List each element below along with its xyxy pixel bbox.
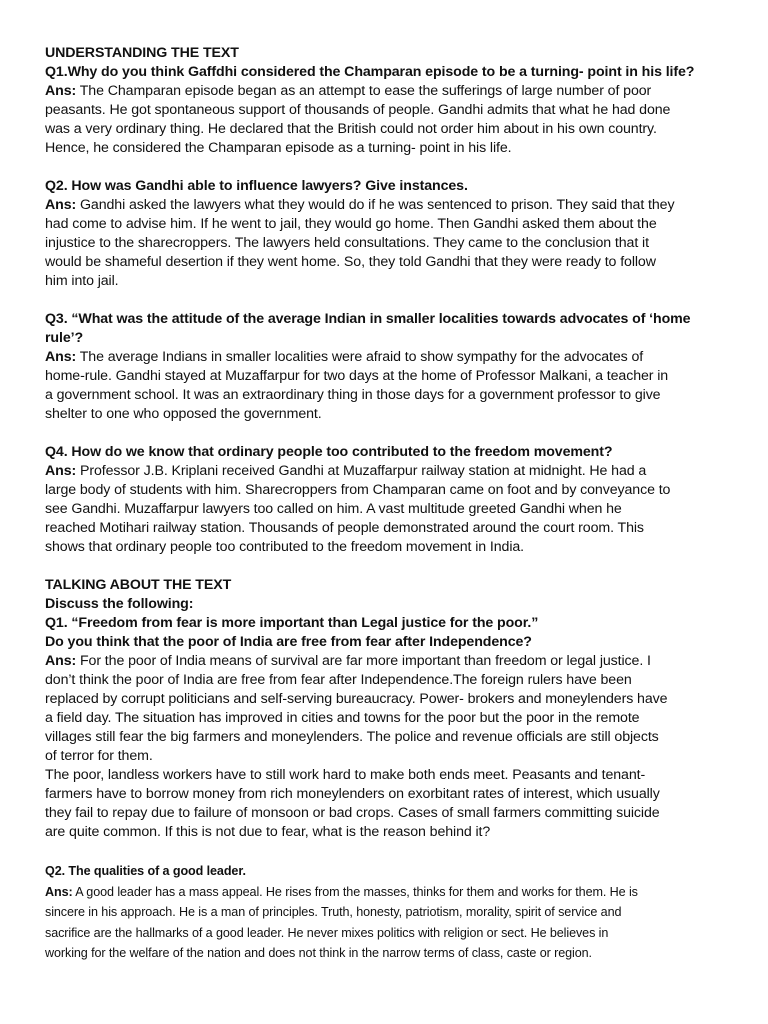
answer-line: home-rule. Gandhi stayed at Muzaffarpur for two days at the home of Professor Malkani, a teacher in (45, 368, 669, 384)
answer-line: a government school. It was an extraordinary thing in those days for a government professor to give (45, 387, 661, 403)
question-q4: Q4. How do we know that ordinary people too contributed to the freedom movement? (45, 444, 613, 460)
answer-line: had come to advise him. If he went to jail, they would go home. Then Gandhi asked them about the (45, 216, 657, 232)
question-q1: Q1.Why do you think Gaffdhi considered the Champaran episode to be a turning- point in his life? (45, 64, 695, 80)
answer-line: injustice to the sharecroppers. The lawyers held consultations. They came to the conclusion that it (45, 235, 649, 251)
answer-text: Professor J.B. Kriplani received Gandhi at Muzaffarpur railway station at midnight. He had a (76, 463, 647, 479)
answer-line (45, 882, 725, 903)
answer-line: replaced by corrupt politicians and self-serving bureaucracy. Power- brokers and moneylenders have (45, 691, 668, 707)
answer-line: was a very ordinary thing. He declared that the British could not order him about in his own country. (45, 121, 657, 137)
answer-line: a field day. The situation has improved in cities and towns for the poor but the poor in the remote (45, 710, 640, 726)
answer-line: shows that ordinary people too contributed to the freedom movement in India. (45, 539, 525, 555)
talking-q2-block (45, 861, 725, 964)
answer-label: Ans: (45, 463, 77, 479)
answer-label: Ans: (45, 884, 73, 899)
answer-line: sincere in his approach. He is a man of principles. Truth, honesty, patriotism, morality, spirit of service and (45, 905, 622, 919)
answer-label: Ans: (45, 197, 77, 213)
answer-text: For the poor of India means of survival are far more important than freedom or legal justice. I (76, 653, 651, 669)
answer-text: A good leader has a mass appeal. He rises from the masses, thinks for them and works for them. He is (72, 884, 638, 899)
answer-line: peasants. He got spontaneous support of thousands of people. Gandhi admits that what he had done (45, 102, 671, 118)
discuss-label: Discuss the following: (45, 596, 194, 612)
answer-line: of terror for them. (45, 748, 153, 764)
answer-line: farmers have to borrow money from rich moneylenders on exorbitant rates of interest, which usually (45, 786, 660, 802)
talking-question-q1: Q1. “Freedom from fear is more important than Legal justice for the poor.” (45, 615, 539, 631)
section-heading-understanding: UNDERSTANDING THE TEXT (45, 45, 239, 61)
answer-line: don’t think the poor of India are free from fear after Independence.The foreign rulers have been (45, 672, 632, 688)
answer-line (45, 652, 725, 671)
answer-line: would be shameful desertion if they went home. So, they told Gandhi that they were ready to follow (45, 254, 656, 270)
answer-label: Ans: (45, 349, 77, 365)
answer-line (45, 348, 725, 367)
answer-text: Gandhi asked the lawyers what they would do if he was sentenced to prison. They said that they (76, 197, 675, 213)
answer-line: working for the welfare of the nation and does not think in the narrow terms of class, caste or region. (45, 946, 592, 960)
answer-line: sacrifice are the hallmarks of a good leader. He never mixes politics with religion or sect. He believes in (45, 925, 609, 940)
answer-line (45, 462, 725, 481)
talking-question-q1-cont: Do you think that the poor of India are free from fear after Independence? (45, 634, 532, 650)
answer-line: Hence, he considered the Champaran episode as a turning- point in his life. (45, 140, 512, 156)
section-heading-talking: TALKING ABOUT THE TEXT (45, 577, 232, 593)
answer-line: large body of students with him. Sharecroppers from Champaran came on foot and by conveyance to (45, 482, 671, 498)
answer-line: him into jail. (45, 273, 119, 289)
answer-text: The Champaran episode began as an attempt to ease the sufferings of large number of poor (76, 83, 652, 99)
answer-label: Ans: (45, 83, 77, 99)
question-q3: Q3. “What was the attitude of the average Indian in smaller localities towards advocates of ‘home (45, 311, 691, 327)
question-q2: Q2. How was Gandhi able to influence lawyers? Give instances. (45, 178, 468, 194)
answer-line: see Gandhi. Muzaffarpur lawyers too called on him. A vast multitude greeted Gandhi when he (45, 501, 622, 517)
document-page (45, 44, 725, 964)
answer-line (45, 196, 725, 215)
answer-line: villages still fear the big farmers and moneylenders. The police and revenue officials are still objects (45, 729, 659, 745)
answer-line: they fail to repay due to failure of monsoon or bad crops. Cases of small farmers committing suicide (45, 805, 660, 821)
answer-line: reached Motihari railway station. Thousands of people demonstrated around the court room. This (45, 520, 644, 536)
answer-line (45, 82, 725, 101)
talking-question-q2: Q2. The qualities of a good leader. (45, 864, 246, 878)
answer-line: are quite common. If this is not due to fear, what is the reason behind it? (45, 824, 491, 840)
answer-label: Ans: (45, 653, 77, 669)
question-q3-cont: rule’? (45, 330, 84, 346)
answer-line: shelter to one who opposed the government. (45, 406, 322, 422)
answer-line: The poor, landless workers have to still work hard to make both ends meet. Peasants and tenant- (45, 767, 646, 783)
answer-text: The average Indians in smaller localities were afraid to show sympathy for the advocates of (76, 349, 644, 365)
